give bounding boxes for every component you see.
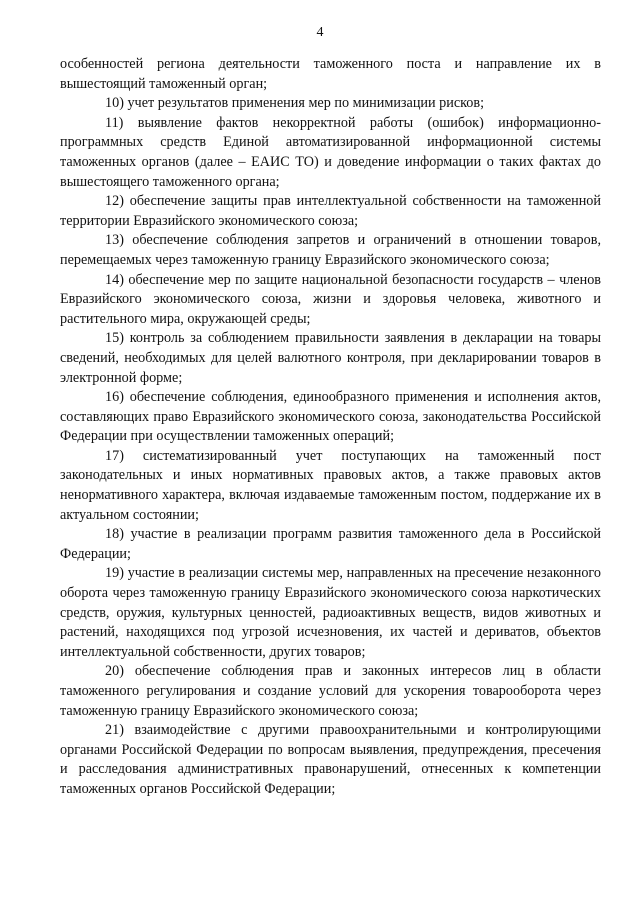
list-item-11: 11) выявление фактов некорректной работы (ошибок) информационно-программных средств Единой автоматизированной информационной системы таможенных органов (далее – ЕАИС ТО) и доведение информации о таких фактах до вышестоящего таможенного органа; [60,114,601,190]
list-item-12: 12) обеспечение защиты прав интеллектуальной собственности на таможенной территории Евразийского экономического союза; [60,193,601,229]
list-item-17: 17) систематизированный учет поступающих на таможенный пост законодательных и иных нормативных правовых актов, а также правовых актов ненормативного характера, включая издаваемые таможенным постом, поддержание их в актуальном состоянии; [60,447,601,523]
list-item-16: 16) обеспечение соблюдения, единообразного применения и исполнения актов, составляющих право Евразийского экономического союза, законодательства Российской Федерации при осуществлении таможенных операций; [60,389,601,445]
list-item-21: 21) взаимодействие с другими правоохранительными и контролирующими органами Российской Федерации по вопросам выявления, предупреждения, пресечения и расследования административных правонарушений, отнесенных к компетенции таможенных органов Российской Федерации; [60,722,601,797]
list-item-14: 14) обеспечение мер по защите национальной безопасности государств – членов Евразийского экономического союза, жизни и здоровья человека, животного и растительного мира, окружающей среды; [60,271,601,327]
document-body [60,55,601,800]
page-number: 4 [316,25,324,40]
list-item-15: 15) контроль за соблюдением правильности заявления в декларации на товары сведений, необходимых для целей валютного контроля, при декларировании товаров в электронной форме; [60,330,601,386]
list-item-18: 18) участие в реализации программ развития таможенного дела в Российской Федерации; [60,526,601,562]
list-item-13: 13) обеспечение соблюдения запретов и ограничений в отношении товаров, перемещаемых через таможенную границу Евразийского экономического союза; [60,232,601,268]
paragraph-continuation: особенностей региона деятельности таможенного поста и направление их в вышестоящий таможенный орган; [60,56,601,92]
list-item-20: 20) обеспечение соблюдения прав и законных интересов лиц в области таможенного регулирования и создание условий для ускорения товарооборота через таможенную границу Евразийского экономического союза; [60,663,601,719]
list-item-19: 19) участие в реализации системы мер, направленных на пресечение незаконного оборота через таможенную границу Евразийского экономического союза наркотических средств, оружия, культурных ценностей, радиоактивных веществ, видов животных и растений, находящихся под угрозой исчезновения, их частей и дериватов, объектов интеллектуальной собственности, других товаров; [60,565,601,660]
list-item-10: 10) учет результатов применения мер по минимизации рисков; [105,95,485,112]
